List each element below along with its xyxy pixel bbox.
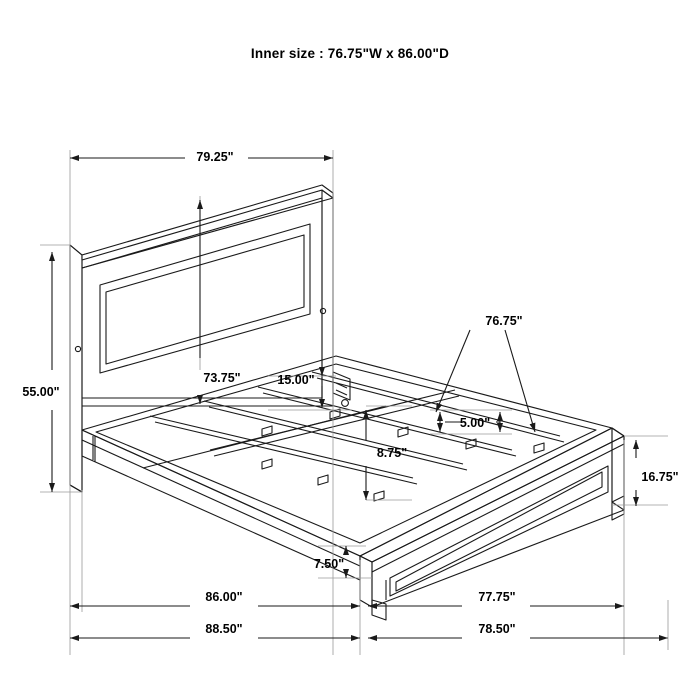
dim-length-left: 86.00" bbox=[205, 590, 243, 604]
dim-overall-height: 55.00" bbox=[22, 385, 60, 399]
page-title: Inner size : 76.75"W x 86.00"D bbox=[250, 46, 450, 61]
dim-deck-height: 8.75" bbox=[376, 446, 408, 460]
dim-overall-right: 78.50" bbox=[478, 622, 516, 636]
dim-slat-thickness: 5.00" bbox=[459, 416, 491, 430]
dim-overall-left: 88.50" bbox=[205, 622, 243, 636]
dim-footboard-height: 16.75" bbox=[641, 470, 679, 484]
dim-headboard-panel-height: 73.75" bbox=[203, 371, 241, 385]
dim-inner-width: 76.75" bbox=[485, 314, 523, 328]
dim-rail-to-headboard: 15.00" bbox=[277, 373, 315, 387]
bed-outline bbox=[70, 185, 624, 620]
dim-headboard-width: 79.25" bbox=[196, 150, 234, 164]
dim-clearance: 7.50" bbox=[313, 557, 345, 571]
dim-length-right: 77.75" bbox=[478, 590, 516, 604]
extension-lines bbox=[40, 150, 668, 655]
